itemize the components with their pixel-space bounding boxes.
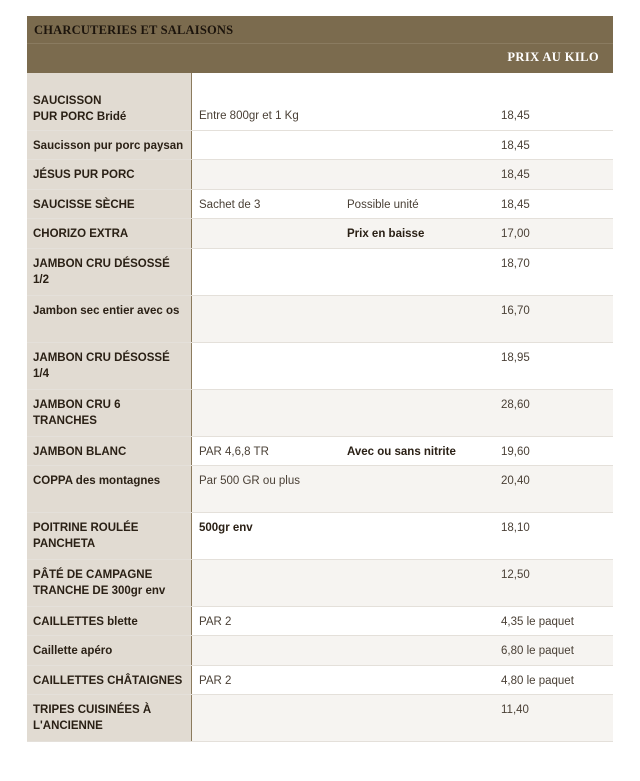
product-price: 18,70 — [501, 258, 530, 270]
table-row — [27, 343, 613, 390]
table-row — [27, 296, 613, 343]
product-price: 16,70 — [501, 305, 530, 317]
product-detail: Sachet de 3 — [199, 199, 261, 211]
price-table — [27, 16, 613, 742]
product-price: 18,95 — [501, 352, 530, 364]
product-name: Saucisson pur porc paysan — [27, 131, 192, 159]
table-row — [27, 131, 613, 160]
table-row — [27, 219, 613, 249]
product-name: SAUCISSON PUR PORC Bridé — [27, 73, 192, 130]
table-row — [27, 73, 613, 131]
product-price: 18,45 — [501, 140, 530, 152]
product-name: PÂTÉ DE CAMPAGNE TRANCHE DE 300gr env — [27, 560, 192, 606]
product-price: 4,35 le paquet — [501, 616, 574, 628]
table-title: CHARCUTERIES ET SALAISONS — [34, 23, 234, 37]
product-detail: Entre 800gr et 1 Kg — [199, 110, 299, 122]
table-row — [27, 437, 613, 466]
table-row — [27, 560, 613, 607]
product-name: TRIPES CUISINÉES À L'ANCIENNE — [27, 695, 192, 741]
product-price: 18,45 — [501, 199, 530, 211]
product-detail: PAR 4,6,8 TR — [199, 446, 269, 458]
product-name: CAILLETTES CHÂTAIGNES — [27, 666, 192, 694]
product-price: 17,00 — [501, 228, 530, 240]
product-note: Prix en baisse — [347, 228, 425, 240]
table-row — [27, 466, 613, 513]
product-name: POITRINE ROULÉE PANCHETA — [27, 513, 192, 559]
product-price: 20,40 — [501, 475, 530, 487]
table-row — [27, 695, 613, 742]
product-note: Avec ou sans nitrite — [347, 446, 456, 458]
table-row — [27, 513, 613, 560]
product-name: CHORIZO EXTRA — [27, 219, 192, 248]
product-detail: PAR 2 — [199, 616, 232, 628]
product-price: 11,40 — [501, 704, 529, 716]
table-row — [27, 666, 613, 695]
table-header-bar — [27, 43, 613, 73]
table-row — [27, 607, 613, 636]
product-name: SAUCISSE SÈCHE — [27, 190, 192, 218]
product-price: 6,80 le paquet — [501, 645, 574, 657]
product-price: 19,60 — [501, 446, 530, 458]
table-rows — [27, 73, 613, 742]
table-row — [27, 249, 613, 296]
product-price: 12,50 — [501, 569, 530, 581]
product-price: 18,45 — [501, 110, 530, 122]
table-row — [27, 390, 613, 437]
table-title-bar — [27, 16, 613, 43]
product-name: JAMBON CRU 6 TRANCHES — [27, 390, 192, 436]
table-row — [27, 636, 613, 666]
product-name: JAMBON CRU DÉSOSSÉ 1/2 — [27, 249, 192, 295]
product-name: JAMBON BLANC — [27, 437, 192, 465]
product-name: CAILLETTES blette — [27, 607, 192, 635]
product-detail: 500gr env — [199, 522, 253, 534]
product-note: Possible unité — [347, 199, 419, 211]
price-column-header: PRIX AU KILO — [507, 50, 599, 64]
product-price: 4,80 le paquet — [501, 675, 574, 687]
product-price: 18,10 — [501, 522, 530, 534]
product-name: COPPA des montagnes — [27, 466, 192, 512]
product-detail: PAR 2 — [199, 675, 232, 687]
table-row — [27, 190, 613, 219]
product-price: 18,45 — [501, 169, 530, 181]
product-name: Caillette apéro — [27, 636, 192, 665]
product-name: JAMBON CRU DÉSOSSÉ 1/4 — [27, 343, 192, 389]
product-detail: Par 500 GR ou plus — [199, 475, 301, 487]
table-row — [27, 160, 613, 190]
product-name: Jambon sec entier avec os — [27, 296, 192, 342]
product-price: 28,60 — [501, 399, 530, 411]
product-name: JÉSUS PUR PORC — [27, 160, 192, 189]
